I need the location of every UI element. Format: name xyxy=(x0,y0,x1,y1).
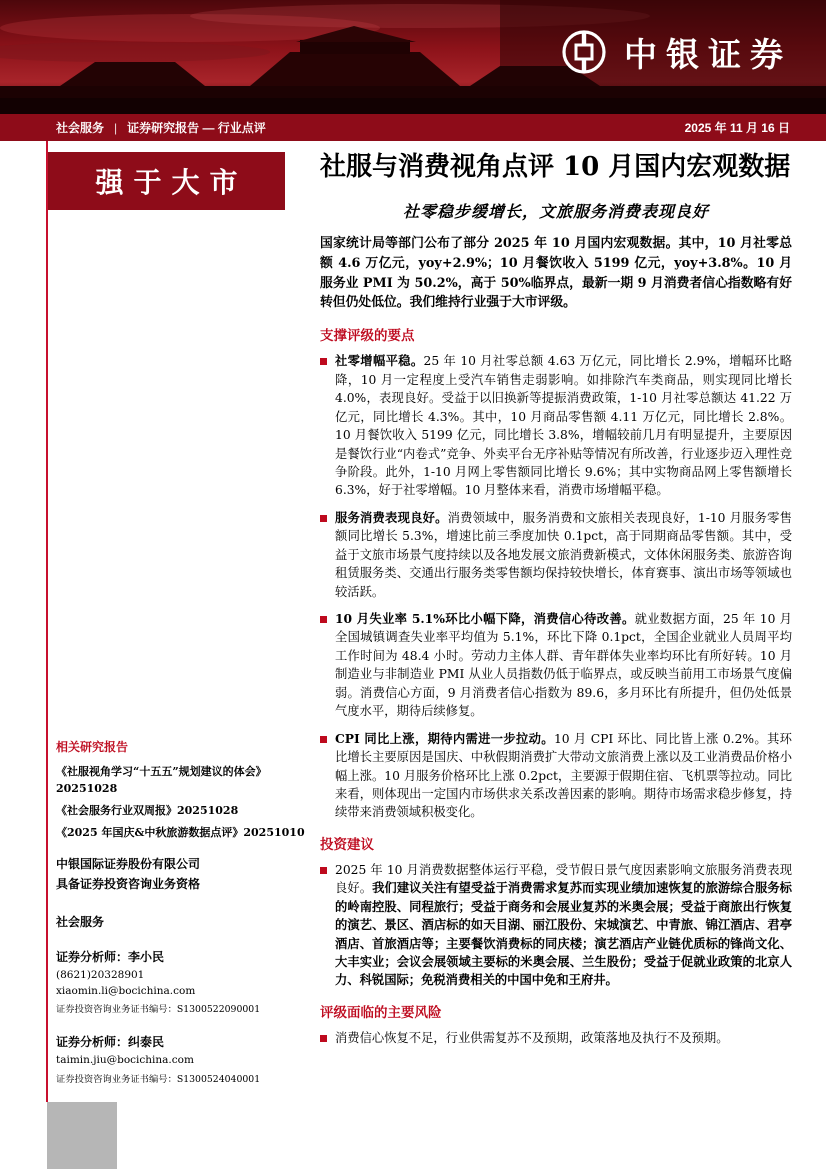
point-text: 就业数据方面，25 年 10 月全国城镇调查失业率平均值为 5.1%，环比下降 0.1pct，全国企业就业人员周平均工作时间为 48.4 小时。劳动力主体人群、青年群体失业率均环比有所好转。10 月制造业与非制造业 PMI 从业人员指数仍低于临界点，或反映当前用工市场景气度偏弱。消费信心方面，9 月消费者信心指数为 89.6，多月环比有所提升，但仍处低景气度水平，期待后续修复。 xyxy=(335,612,792,719)
support-point xyxy=(320,352,792,500)
bullet-square-icon xyxy=(320,616,327,623)
advice-point xyxy=(320,861,792,990)
analyst-name: 证券分析师：李小民 xyxy=(56,949,165,964)
brand-logo xyxy=(560,28,792,76)
support-point xyxy=(320,610,792,721)
company-qualification: 具备证券投资咨询业务资格 xyxy=(56,876,201,891)
report-abstract: 国家统计局等部门公布了部分 2025 年 10 月国内宏观数据。其中，10 月社零总额 4.6 万亿元，yoy+2.9%；10 月餐饮收入 5199 亿元，yoy+3.8%。10 月服务业 PMI 为 50.2%，高于 50%临界点，最新一期 9 月消费者信心指数略有好转但仍处低位。我们维持行业强于大市评级。 xyxy=(320,236,792,311)
point-lead: CPI 同比上涨，期待内需进一步拉动。 xyxy=(335,730,554,746)
footer-placeholder-block xyxy=(47,1102,117,1169)
point-text: 25 年 10 月社零总额 4.63 万亿元，同比增长 2.9%，增幅环比略降，10 月一定程度上受汽车销售走弱影响。如排除汽车类商品，则实现同比增长 4.0%，表现良好。受益于以旧换新等提振消费政策，1-10 月社零总额达 41.22 万亿元，同比增长 4.3%。其中，10 月商品零售额 4.11 万亿元，同比增长 2.8%。10 月餐饮收入 5199 亿元，同比增长 3.8%，增幅较前几月有明显提升，主要原因是餐饮行业“内卷式”竞争、外卖平台无序补贴等情况有所改善，行业逐步迈入理性竞争阶段。此外，1-10 月网上零售额同比增长 9.6%；其中实物商品网上零售额增长 6.3%，好于社零增幅。10 月整体来看，消费市场增幅平稳。 xyxy=(335,354,792,498)
industry-label: 社会服务 xyxy=(56,914,105,929)
meta-bar xyxy=(0,114,826,141)
analyst-phone: (8621)20328901 xyxy=(56,968,145,981)
report-type-label: 证券研究报告 — 行业点评 xyxy=(127,121,266,135)
analyst-email: taimin.jiu@bocichina.com xyxy=(56,1054,194,1067)
rating-badge: 强于大市 xyxy=(48,152,285,210)
section-risk-title: 评级面临的主要风险 xyxy=(320,1004,442,1021)
company-name: 中银国际证券股份有限公司 xyxy=(56,857,201,872)
analyst-cert: 证券投资咨询业务证书编号：S1300522090001 xyxy=(56,1004,261,1016)
support-point xyxy=(320,730,792,822)
advice-emphasis: 我们建议关注有望受益于消费需求复苏而实现业绩加速恢复的旅游综合服务标的岭南控股、同程旅行；受益于商务和会展业复苏的米奥会展；受益于商旅出行恢复的演艺、景区、酒店标的如天目湖、丽江股份、宋城演艺、中青旅、锦江酒店、君亭酒店、首旅酒店等；主要餐饮消费标的同庆楼；演艺酒店产业链优质标的锋尚文化、大丰实业；会议会展领域主要标的米奥会展、兰生股份；受益于促就业政策的北京人力、科锐国际；免税消费相关的中国中免和王府井。 xyxy=(335,880,792,988)
report-body xyxy=(320,148,792,1169)
analyst-block xyxy=(56,1033,308,1085)
analyst-block xyxy=(56,948,308,1016)
advice-lead: 2025 年 10 月消费数据整体运行平稳，受节假日景气度因素影响文旅服务消费表现良好。 xyxy=(335,862,792,896)
divider: | xyxy=(114,120,118,135)
section-advice-title: 投资建议 xyxy=(320,836,374,853)
analyst-name: 证券分析师：纠泰民 xyxy=(56,1035,165,1050)
risk-text: 消费信心恢复不足，行业供需复苏不及预期，政策落地及执行不及预期。 xyxy=(335,1030,729,1045)
left-rule-line xyxy=(46,141,48,1102)
brand-name: 中银证券 xyxy=(624,34,792,74)
analyst-email: xiaomin.li@bocichina.com xyxy=(56,984,196,997)
risk-point xyxy=(320,1029,792,1047)
related-report-item: 《社服视角学习“十五五”规划建议的体会》20251028 xyxy=(56,765,267,796)
related-reports-title: 相关研究报告 xyxy=(56,740,129,754)
analyst-cert: 证券投资咨询业务证书编号：S1300524040001 xyxy=(56,1074,261,1086)
report-subtitle: 社零稳步缓增长，文旅服务消费表现良好 xyxy=(402,202,709,221)
industry-tag: 社会服务 xyxy=(56,121,105,135)
related-report-item: 《2025 年国庆&中秋旅游数据点评》20251010 xyxy=(56,826,305,840)
page-title: 社服与消费视角点评 10 月国内宏观数据 xyxy=(320,152,791,182)
support-point xyxy=(320,509,792,601)
point-text: 10 月 CPI 环比、同比皆上涨 0.2%。其环比增长主要原因是国庆、中秋假期消费扩大带动文旅消费上涨以及工业消费品价格小幅上涨。10 月服务价格环比上涨 0.2pct，主要源于假期住宿、飞机票等拉动。同比来看，则体现出一定国内市场供求关系改善因素的影响。期待市场需求稳步修复，持续带来消费领域积极变化。 xyxy=(335,731,792,820)
point-lead: 10 月失业率 5.1%环比小幅下降，消费信心待改善。 xyxy=(335,611,635,626)
header-banner xyxy=(0,0,826,114)
report-date: 2025 年 11 月 16 日 xyxy=(684,121,790,135)
bullet-square-icon xyxy=(320,867,327,874)
bullet-square-icon xyxy=(320,358,327,365)
bullet-square-icon xyxy=(320,515,327,522)
sidebar xyxy=(56,738,308,1085)
point-lead: 社零增幅平稳。 xyxy=(335,353,424,369)
boc-coin-logo-icon xyxy=(560,28,608,76)
section-support-title: 支撑评级的要点 xyxy=(320,328,415,345)
related-report-item: 《社会服务行业双周报》20251028 xyxy=(56,804,239,818)
point-text: 消费领域中，服务消费和文旅相关表现良好，1-10 月服务零售额同比增长 5.3%，增速比前三季度加快 0.1pct，高于同期商品零售额。其中，受益于文旅市场景气度持续以及各地发展文旅消费新模式，文体休闲服务类、旅游咨询租赁服务类、交通出行服务类零售额均保持较快增长，体育赛事、演出市场等领域也较活跃。 xyxy=(335,510,792,599)
bullet-square-icon xyxy=(320,1035,327,1042)
bullet-square-icon xyxy=(320,736,327,743)
point-lead: 服务消费表现良好。 xyxy=(335,509,448,525)
